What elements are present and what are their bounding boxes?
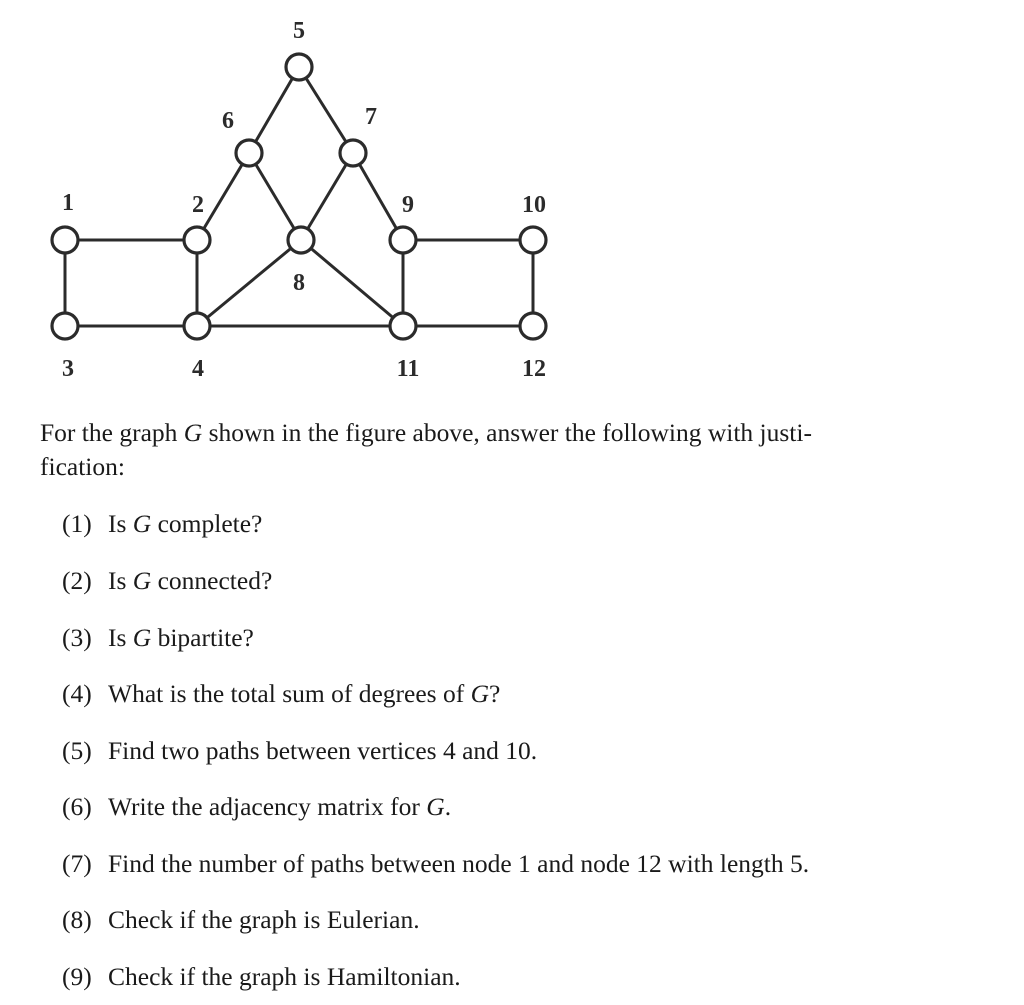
node-label-10: 10 xyxy=(522,192,546,218)
node-label-2: 2 xyxy=(192,192,204,218)
node-label-12: 12 xyxy=(522,356,546,382)
graph-nodes xyxy=(52,54,546,339)
edge-2-6 xyxy=(197,153,249,240)
edge-8-11 xyxy=(301,240,403,326)
graph-figure xyxy=(0,0,600,400)
question-8: (8) Check if the graph is Eulerian. xyxy=(62,905,420,934)
node-label-11: 11 xyxy=(396,356,420,382)
question-5: (5) Find two paths between vertices 4 and 10. xyxy=(62,736,538,765)
question-6: (6) Write the adjacency matrix for G. xyxy=(62,792,452,821)
node-label-4: 4 xyxy=(192,356,204,382)
node-1 xyxy=(52,227,78,253)
node-5 xyxy=(286,54,312,80)
question-3: (3) Is G bipartite? xyxy=(62,623,254,652)
intro-line-2: fication: xyxy=(40,452,125,481)
node-label-7: 7 xyxy=(365,104,377,130)
node-10 xyxy=(520,227,546,253)
node-4 xyxy=(184,313,210,339)
node-label-5: 5 xyxy=(293,18,305,44)
node-8 xyxy=(288,227,314,253)
edge-7-8 xyxy=(301,153,353,240)
problem-intro xyxy=(40,416,970,484)
node-11 xyxy=(390,313,416,339)
node-label-8: 8 xyxy=(293,270,305,296)
question-2: (2) Is G connected? xyxy=(62,566,273,595)
node-12 xyxy=(520,313,546,339)
node-label-3: 3 xyxy=(62,356,74,382)
question-1: (1) Is G complete? xyxy=(62,509,263,538)
edge-6-5 xyxy=(249,67,299,153)
node-9 xyxy=(390,227,416,253)
node-7 xyxy=(340,140,366,166)
edge-6-8 xyxy=(249,153,301,240)
node-6 xyxy=(236,140,262,166)
intro-line-1: For the graph G shown in the figure above, answer the following with justi- xyxy=(40,418,812,447)
question-7: (7) Find the number of paths between node 1 and node 12 with length 5. xyxy=(62,849,810,878)
question-9: (9) Check if the graph is Hamiltonian. xyxy=(62,962,461,991)
node-2 xyxy=(184,227,210,253)
node-label-9: 9 xyxy=(402,192,414,218)
edge-5-7 xyxy=(299,67,353,153)
node-3 xyxy=(52,313,78,339)
node-label-6: 6 xyxy=(222,108,234,134)
question-4: (4) What is the total sum of degrees of G? xyxy=(62,679,501,708)
edge-8-4 xyxy=(197,240,301,326)
node-label-1: 1 xyxy=(62,190,74,216)
edge-7-9 xyxy=(353,153,403,240)
